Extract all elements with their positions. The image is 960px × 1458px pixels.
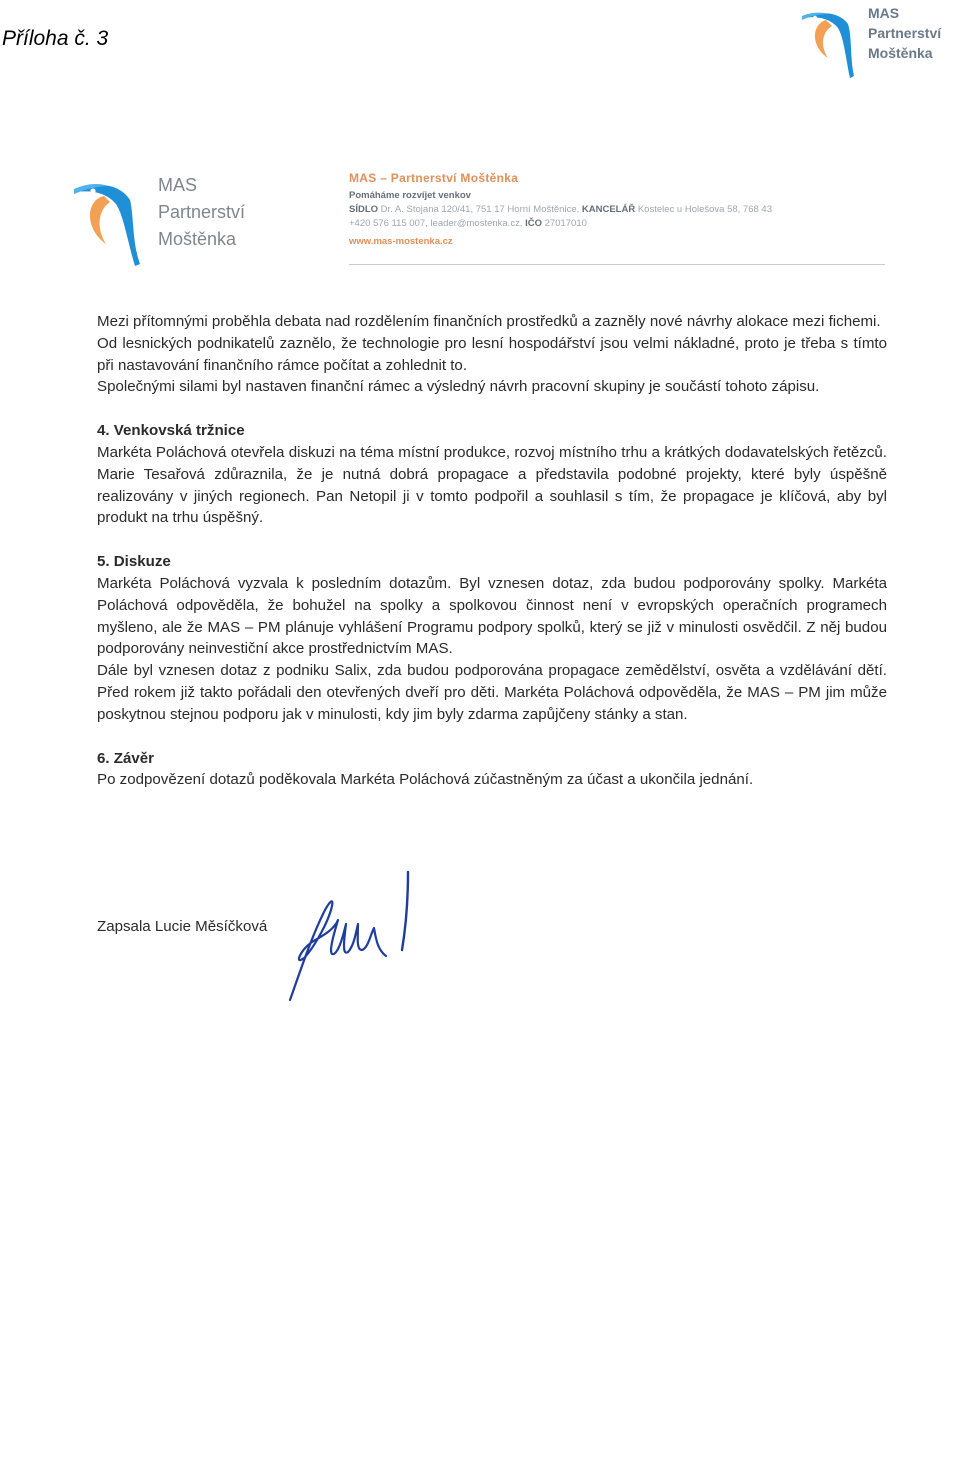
org-website-link[interactable]: www.mas-mostenka.cz: [349, 236, 453, 247]
attachment-label: Příloha č. 3: [2, 27, 109, 50]
top-logo-line3: Moštěnka: [868, 45, 933, 61]
letterhead-logo-line3: Moštěnka: [158, 229, 237, 249]
section-text-conclusion: Po zodpovězení dotazů poděkovala Markéta Poláchová zúčastněným za účast a ukončila jednání.: [97, 771, 754, 789]
section-text-market: Markéta Poláchová otevřela diskuzi na téma místní produkce, rozvoj místního trhu a krátkých dodavatelských řetězců. Marie Tesařová zdůraznila, že je nutná dobrá propagace a představila podobné projekty, které byly úspěšně realizovány v jiných regionech. Pan Netopil ji v tomto podpořil a souhlasil s tím, že propagace je klíčová, aby byl produkt na trhu úspěšný.: [97, 443, 887, 527]
section-title-conclusion: 6. Závěr: [97, 749, 155, 767]
letterhead-divider: [349, 264, 885, 265]
top-logo-line2: Partnerství: [868, 25, 942, 41]
letterhead-logo-line1: MAS: [158, 175, 198, 195]
section-text-discussion-1: Markéta Poláchová vyzvala k posledním dotazům. Byl vznesen dotaz, zda budou podporovány spolky. Markéta Poláchová odpověděla, že bohužel na spolky a spolkovou činnost není v evropských operačních programech myšleno, ale že MAS – PM plánuje vyhlášení Programu podpory spolků, který se již v minulosti osvědčil. Z něj budou podporovány neinvestiční akce prostřednictvím MAS.: [97, 574, 887, 658]
letterhead-info: [349, 171, 889, 247]
seat-label: SÍDLO: [349, 204, 379, 215]
office-label: KANCELÁŘ: [581, 204, 636, 215]
org-contact-line: [349, 218, 889, 229]
section-title-discussion: 5. Diskuze: [97, 553, 171, 571]
contact-value: +420 576 115 007, leader@mostenka.cz,: [349, 218, 523, 229]
bird-logo-icon: [74, 172, 158, 270]
ico-value: 27017010: [544, 218, 587, 229]
ico-label: IČO: [525, 218, 542, 229]
paragraph-forestry: Od lesnických podnikatelů zaznělo, že technologie pro lesní hospodářství jsou velmi nákladné, proto je třeba s tímto při nastavování finančního rámce počítat a zohlednit to.: [97, 334, 887, 374]
top-logo-line1: MAS: [868, 5, 900, 21]
paragraph-financial-frame: Společnými silami byl nastaven finanční rámec a výsledný návrh pracovní skupiny je součástí tohoto zápisu.: [97, 378, 820, 396]
document-body: [97, 311, 887, 791]
letterhead-logo-line2: Partnerství: [158, 202, 246, 222]
org-slogan: Pomáháme rozvíjet venkov: [349, 190, 471, 201]
letterhead-logo: [74, 172, 274, 270]
bird-logo-icon: [798, 2, 878, 82]
org-address-line: [349, 204, 889, 215]
org-name: MAS – Partnerství Moštěnka: [349, 171, 519, 185]
paragraph-allocation: Mezi přítomnými proběhla debata nad rozdělením finančních prostředků a zazněly nové návrhy alokace mezi fichemi.: [97, 313, 881, 330]
section-text-discussion-2: Dále byl vznesen dotaz z podniku Salix, zda budou podporována propagace zemědělství, osvěta a vzdělávání dětí. Před rokem již takto pořádali den otevřených dveří pro děti. Markéta Poláchová odpověděla, že MAS – PM jim může poskytnou stejnou podporu jak v minulosti, kdy jim byly zdarma zapůjčeny stánky a stan.: [97, 662, 887, 723]
office-value: Kostelec u Holešova 58, 768 43: [637, 204, 772, 215]
signer-label: Zapsala Lucie Měsíčková: [97, 918, 268, 935]
signature-image: [282, 866, 422, 1011]
mas-logo-top: [798, 2, 958, 82]
section-title-market: 4. Venkovská tržnice: [97, 422, 245, 440]
seat-value: Dr. A. Stojana 120/41, 751 17 Horní Moštěnice,: [380, 204, 580, 215]
